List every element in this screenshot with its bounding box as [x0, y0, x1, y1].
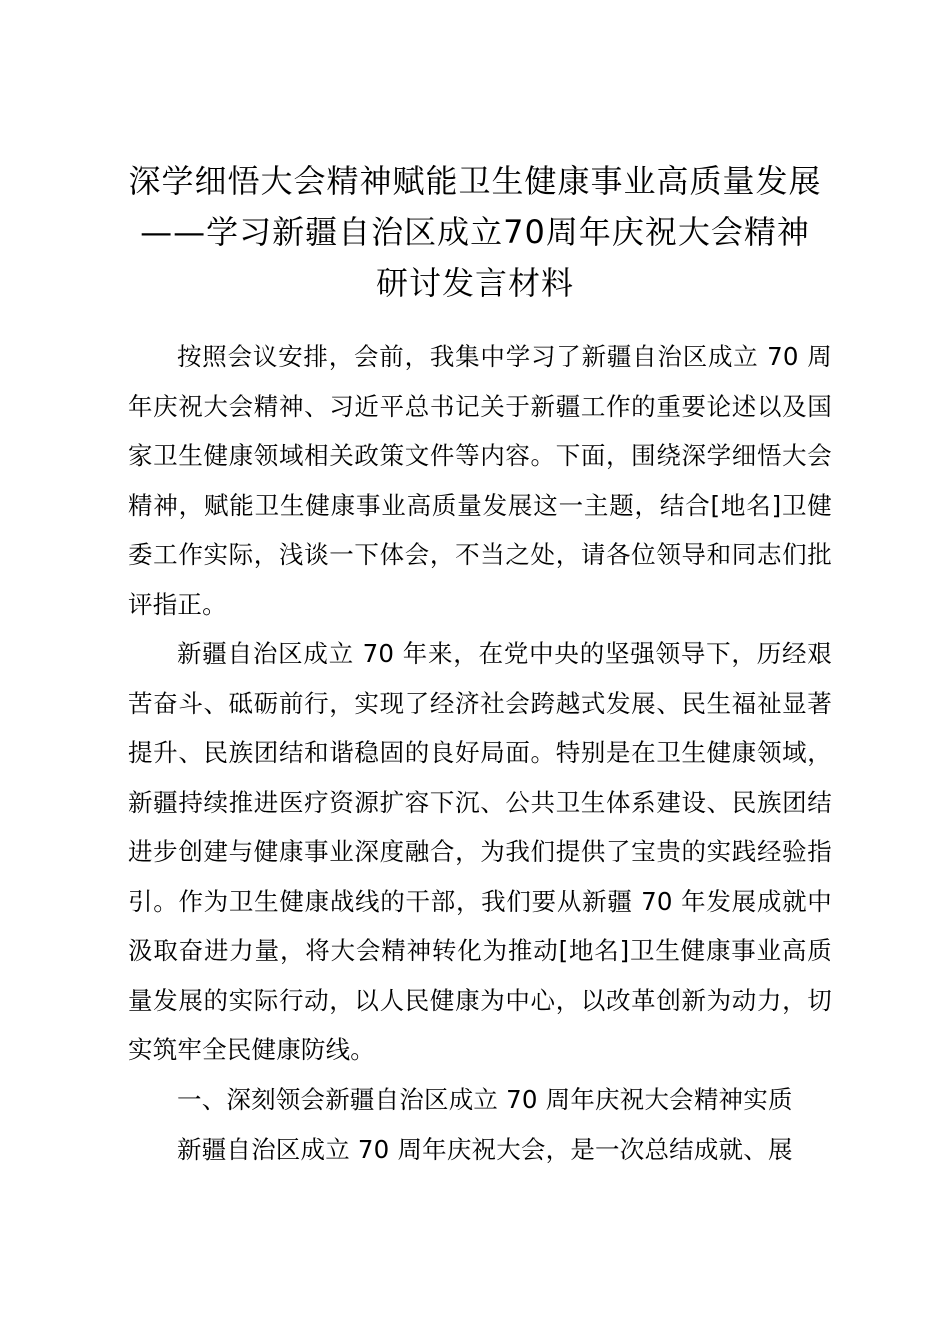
document-title: 深学细悟大会精神赋能卫生健康事业高质量发展——学习新疆自治区成立70周年庆祝大会精神研讨发言材料	[128, 162, 822, 302]
paragraph-section-1: 新疆自治区成立 70 周年庆祝大会，是一次总结成就、展	[177, 1135, 793, 1164]
paragraph-intro: 按照会议安排，会前，我集中学习了新疆自治区成立 70 周年庆祝大会精神、习近平总书记关于新疆工作的重要论述以及国家卫生健康领域相关政策文件等内容。下面，围绕深学细悟大会精神，赋能卫生健康事业高质量发展这一主题，结合[地名]卫健委工作实际，浅谈一下体会，不当之处，请各位领导和同志们批评指正。	[128, 342, 832, 619]
section-heading-1: 一、深刻领会新疆自治区成立 70 周年庆祝大会精神实质	[177, 1085, 793, 1114]
paragraph-background: 新疆自治区成立 70 年来，在党中央的坚强领导下，历经艰苦奋斗、砥砺前行，实现了经济社会跨越式发展、民生福祉显著提升、民族团结和谐稳固的良好局面。特别是在卫生健康领域，新疆持续推进医疗资源扩容下沉、公共卫生体系建设、民族团结进步创建与健康事业深度融合，为我们提供了宝贵的实践经验指引。作为卫生健康战线的干部，我们要从新疆 70 年发展成就中汲取奋进力量，将大会精神转化为推动[地名]卫生健康事业高质量发展的实际行动，以人民健康为中心，以改革创新为动力，切实筑牢全民健康防线。	[128, 639, 832, 1064]
